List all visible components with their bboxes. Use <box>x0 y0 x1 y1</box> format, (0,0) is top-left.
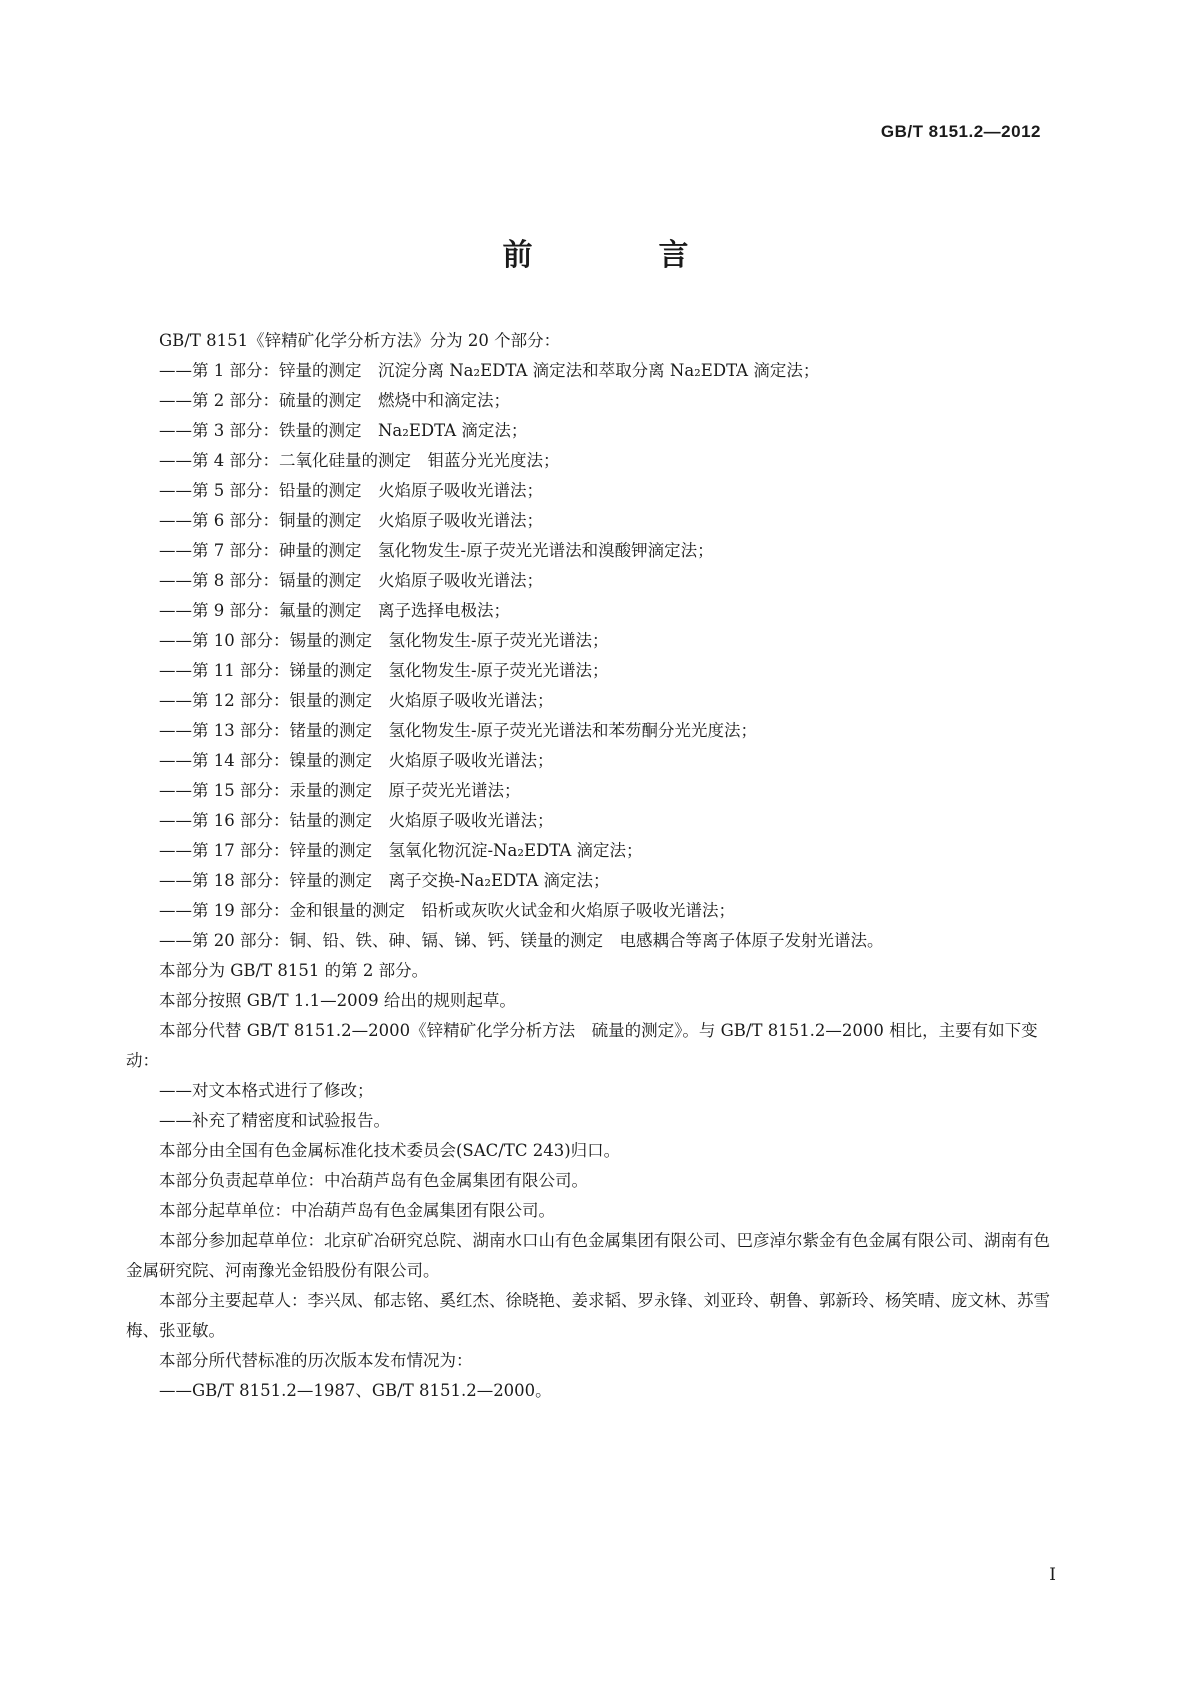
list-item: ——第 16 部分：钴量的测定 火焰原子吸收光谱法； <box>159 811 554 830</box>
list-item: ——第 15 部分：汞量的测定 原子荧光光谱法； <box>159 781 521 800</box>
list-item: ——第 1 部分：锌量的测定 沉淀分离 Na₂EDTA 滴定法和萃取分离 Na₂EDTA 滴定法； <box>159 361 820 380</box>
list-item: ——第 6 部分：铜量的测定 火焰原子吸收光谱法； <box>159 511 543 530</box>
paragraph: 本部分参加起草单位：北京矿冶研究总院、湖南水口山有色金属集团有限公司、巴彦淖尔紫金有色金属有限公司、湖南有色金属研究院、河南豫光金铅股份有限公司。 <box>126 1231 1050 1280</box>
standard-number: GB/T 8151.2—2012 <box>880 122 1041 141</box>
intro-paragraph: GB/T 8151《锌精矿化学分析方法》分为 20 个部分： <box>159 331 561 350</box>
paragraph: 本部分主要起草人：李兴凤、郁志铭、奚红杰、徐晓艳、姜求韬、罗永锋、刘亚玲、朝鲁、郭新玲、杨笑晴、庞文林、苏雪梅、张亚敏。 <box>126 1291 1050 1340</box>
parts-list <box>126 356 1066 956</box>
list-item: ——第 5 部分：铅量的测定 火焰原子吸收光谱法； <box>159 481 543 500</box>
list-item: ——第 19 部分：金和银量的测定 铅析或灰吹火试金和火焰原子吸收光谱法； <box>159 901 735 920</box>
list-item: ——第 2 部分：硫量的测定 燃烧中和滴定法； <box>159 391 510 410</box>
list-item: ——第 13 部分：锗量的测定 氢化物发生-原子荧光光谱法和苯芴酮分光光度法； <box>159 721 758 740</box>
list-item: ——对文本格式进行了修改； <box>159 1081 374 1100</box>
list-item: ——第 10 部分：锡量的测定 氢化物发生-原子荧光光谱法； <box>159 631 609 650</box>
page-number: I <box>1049 1565 1056 1585</box>
list-item: ——第 17 部分：锌量的测定 氢氧化物沉淀-Na₂EDTA 滴定法； <box>159 841 643 860</box>
paragraph: 本部分由全国有色金属标准化技术委员会(SAC/TC 243)归口。 <box>159 1141 621 1160</box>
paragraph: 本部分所代替标准的历次版本发布情况为： <box>159 1351 473 1370</box>
paragraph: 本部分起草单位：中冶葫芦岛有色金属集团有限公司。 <box>159 1201 555 1220</box>
list-item: ——第 11 部分：锑量的测定 氢化物发生-原子荧光光谱法； <box>159 661 609 680</box>
paragraph: 本部分负责起草单位：中冶葫芦岛有色金属集团有限公司。 <box>159 1171 588 1190</box>
list-item: ——GB/T 8151.2—1987、GB/T 8151.2—2000。 <box>159 1381 552 1400</box>
list-item: ——第 12 部分：银量的测定 火焰原子吸收光谱法； <box>159 691 554 710</box>
list-item: ——第 8 部分：镉量的测定 火焰原子吸收光谱法； <box>159 571 543 590</box>
list-item: ——第 4 部分：二氧化硅量的测定 钼蓝分光光度法； <box>159 451 560 470</box>
page-title: 前 言 <box>502 238 737 273</box>
list-item: ——第 3 部分：铁量的测定 Na₂EDTA 滴定法； <box>159 421 528 440</box>
list-item: ——第 20 部分：铜、铅、铁、砷、镉、锑、钙、镁量的测定 电感耦合等离子体原子发射光谱法。 <box>159 931 884 950</box>
list-item: ——第 18 部分：锌量的测定 离子交换-Na₂EDTA 滴定法； <box>159 871 610 890</box>
paragraph: 本部分代替 GB/T 8151.2—2000《锌精矿化学分析方法 硫量的测定》。与 GB/T 8151.2—2000 相比，主要有如下变动： <box>126 1021 1038 1070</box>
foreword-body <box>126 326 1066 1406</box>
list-item: ——补充了精密度和试验报告。 <box>159 1111 390 1130</box>
paragraph: 本部分为 GB/T 8151 的第 2 部分。 <box>159 961 429 980</box>
list-item: ——第 7 部分：砷量的测定 氢化物发生-原子荧光光谱法和溴酸钾滴定法； <box>159 541 714 560</box>
paragraph: 本部分按照 GB/T 1.1—2009 给出的规则起草。 <box>159 991 516 1010</box>
list-item: ——第 14 部分：镍量的测定 火焰原子吸收光谱法； <box>159 751 554 770</box>
list-item: ——第 9 部分：氟量的测定 离子选择电极法； <box>159 601 510 620</box>
